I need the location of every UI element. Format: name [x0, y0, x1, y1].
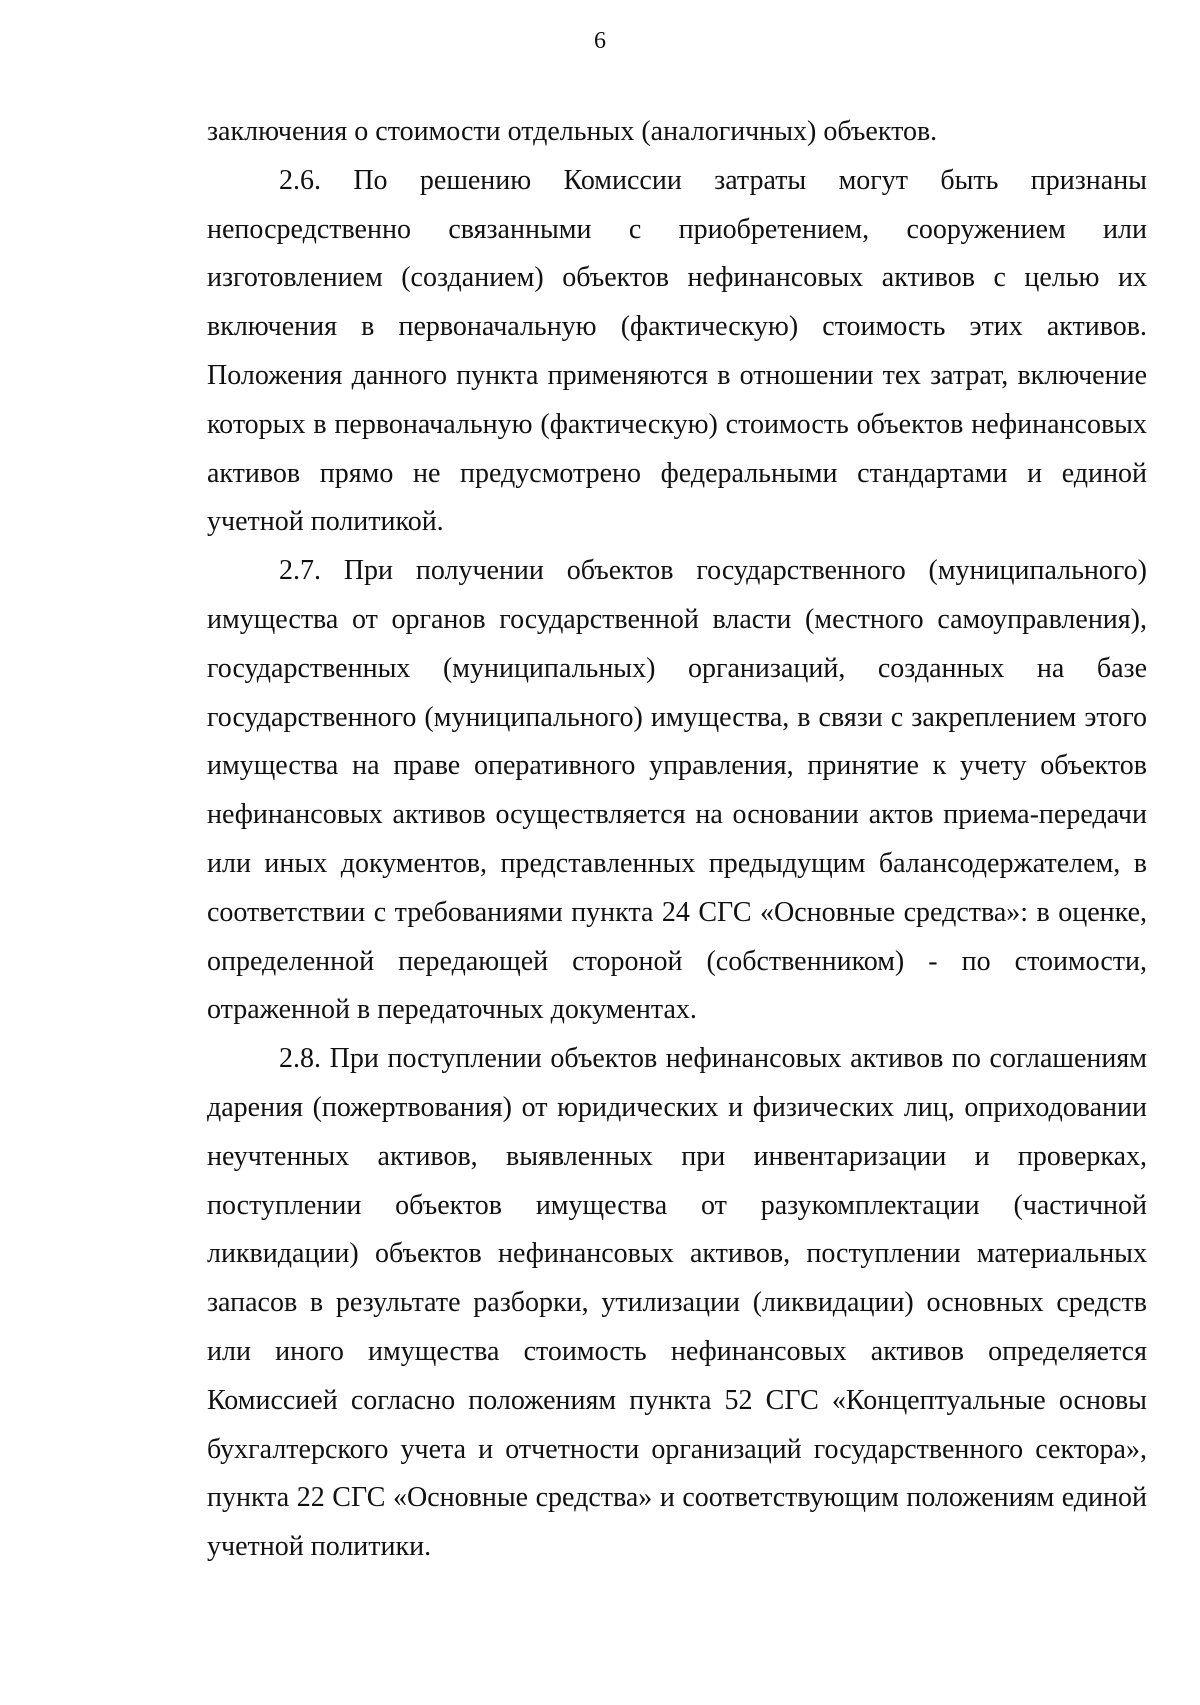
paragraph-item-2-6: 2.6. По решению Комиссии затраты могут быть признаны непосредственно связанными с приобретением, сооружением или изготовлением (созданием) объектов нефинансовых активов с целью их включения в первоначальную (фактическую) стоимость этих активов. Положения данного пункта применяются в отношении тех затрат, включение которых в первоначальную (фактическую) стоимость объектов нефинансовых активов прямо не предусмотрено федеральными стандартами и единой учетной политикой. [207, 164, 1147, 538]
paragraph-continuation: заключения о стоимости отдельных (аналогичных) объектов. [207, 116, 938, 147]
paragraph-item-2-7: 2.7. При получении объектов государственного (муниципального) имущества от органов государственной власти (местного самоуправления), государственных (муниципальных) организаций, созданных на базе государственного (муниципального) имущества, в связи с закреплением этого имущества на праве оперативного управления, принятие к учету объектов нефинансовых активов осуществляется на основании актов приема-передачи или иных документов, представленных предыдущим балансодержателем, в соответствии с требованиями пункта 24 СГС «Основные средства»: в оценке, определенной передающей стороной (собственником) - по стоимости, отраженной в передаточных документах. [207, 555, 1147, 1026]
paragraph-item-2-8: 2.8. При поступлении объектов нефинансовых активов по соглашениям дарения (пожертвования) от юридических и физических лиц, оприходовании неучтенных активов, выявленных при инвентаризации и проверках, поступлении объектов имущества от разукомплектации (частичной ликвидации) объектов нефинансовых активов, поступлении материальных запасов в результате разборки, утилизации (ликвидации) основных средств или иного имущества стоимость нефинансовых активов определяется Комиссией согласно положениям пункта 52 СГС «Концептуальные основы бухгалтерского учета и отчетности организаций государственного сектора», пункта 22 СГС «Основные средства» и соответствующим положениям единой учетной политики. [207, 1043, 1147, 1563]
page-number: 6 [594, 28, 606, 54]
document-body [207, 108, 1147, 1572]
